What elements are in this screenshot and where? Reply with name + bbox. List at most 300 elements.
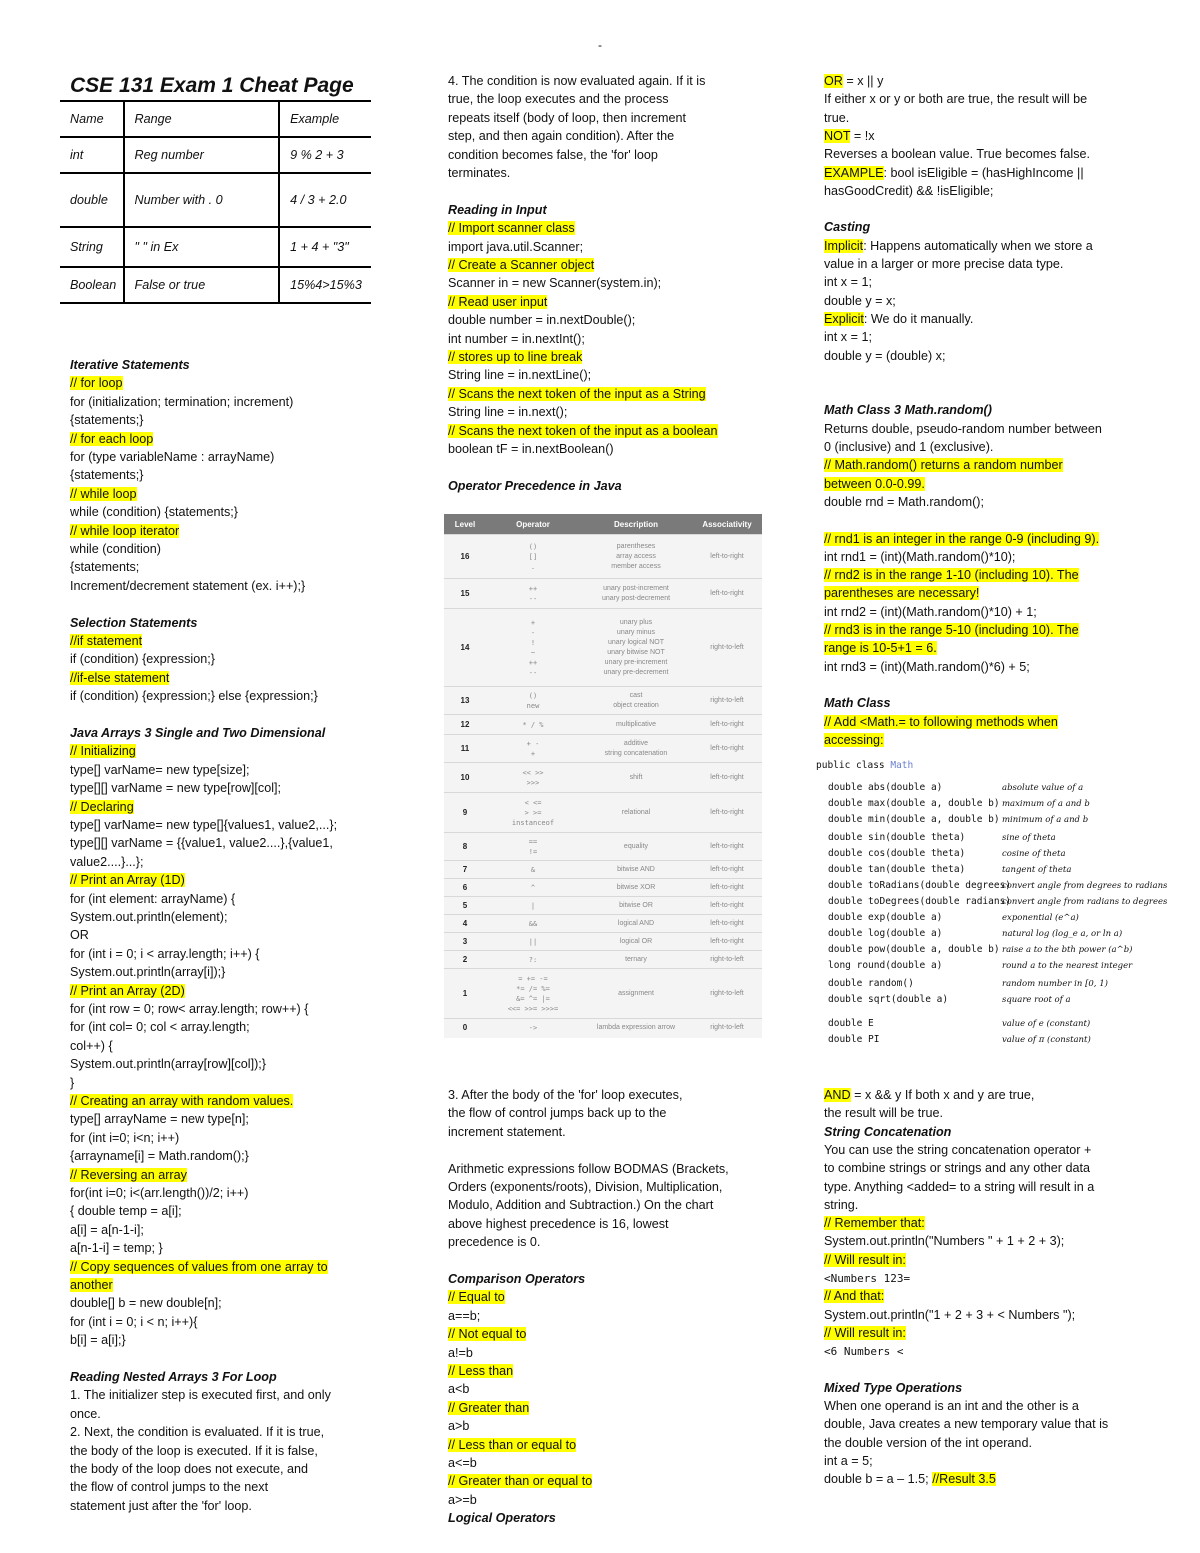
prec-level: 0 (444, 1019, 486, 1037)
line (824, 164, 1084, 182)
text-line: If either x or y or both are true, the result will be (824, 92, 1088, 107)
line (824, 603, 1037, 621)
line (448, 219, 575, 237)
text-line: String line = in.nextLine(); (448, 368, 592, 383)
line (824, 255, 1063, 273)
line (70, 908, 227, 926)
prec-operator-symbol: () (528, 542, 538, 551)
prec-level: 6 (444, 879, 486, 897)
text-line: When one operand is an int and the other is a (824, 1399, 1079, 1414)
text-line: hasGoodCredit) && !isEligible; (824, 183, 994, 198)
highlighted-comment: // Initializing (70, 744, 136, 759)
types-cell: " " in Ex (124, 227, 280, 267)
line (70, 687, 318, 705)
prec-description (580, 861, 692, 879)
types-cell: int (60, 137, 124, 173)
text-line: a[i] = a[n-1-i]; (70, 1222, 144, 1237)
output-text: <6 Numbers < (824, 1345, 904, 1359)
line (448, 1104, 666, 1122)
math-method-signature: double log(double a) (828, 928, 943, 939)
line (448, 164, 510, 182)
prec-operator (486, 579, 580, 609)
line (70, 393, 293, 411)
text-line: a!=b (448, 1345, 473, 1360)
text-line: step, and then again condition). After the (448, 129, 675, 144)
prec-operator-symbol: &= ^= |= (516, 994, 550, 1003)
prec-description-text: assignment (618, 989, 654, 997)
line (70, 816, 337, 834)
prec-row (444, 735, 762, 763)
prec-associativity: right-to-left (692, 609, 762, 687)
line (824, 182, 993, 200)
prec-row (444, 915, 762, 933)
prec-operator (486, 735, 580, 763)
line (70, 485, 137, 503)
text-line: repeats itself (body of loop, then increment (448, 110, 687, 125)
types-cell: 1 + 4 + "3" (279, 227, 371, 267)
text-line: once. (70, 1406, 101, 1421)
prec-description-text: equality (623, 842, 649, 850)
highlighted-comment: // And that: (824, 1289, 885, 1304)
text-line: : We do it manually. (863, 311, 974, 326)
text-line: {statements;} (70, 413, 144, 428)
math-method-signature: double sqrt(double a) (828, 994, 949, 1005)
line (448, 330, 585, 348)
prec-operator-symbol: ++ (528, 584, 538, 593)
line (70, 1478, 268, 1496)
math-method-description: convert angle from radians to degrees (1002, 897, 1168, 907)
prec-level: 4 (444, 915, 486, 933)
section-heading: Math Class 3 Math.random() (824, 403, 992, 418)
text-line: Modulo, Addition and Subtraction.) On the chart (448, 1198, 714, 1213)
operator-precedence-table-image (444, 514, 762, 1038)
line (70, 1258, 328, 1276)
line (70, 926, 89, 944)
highlighted-comment: // Creating an array with random values. (70, 1094, 294, 1108)
line (448, 201, 547, 219)
line (70, 1239, 163, 1257)
prec-operator (486, 879, 580, 897)
line (70, 779, 281, 797)
prec-description (580, 1019, 692, 1037)
line (70, 853, 144, 871)
line (70, 1276, 113, 1294)
line (70, 1129, 179, 1147)
line (70, 963, 225, 981)
line (824, 456, 1063, 474)
text-line: System.out.println(element); (70, 910, 228, 924)
line (448, 477, 622, 495)
highlighted-comment: another (70, 1278, 113, 1292)
prec-operator-symbol: & (530, 865, 536, 874)
prec-operator-symbol: () (528, 691, 538, 700)
text-line: the flow of control jumps to the next (70, 1480, 269, 1495)
line (70, 614, 197, 632)
prec-description-text: member access (611, 562, 661, 570)
line (824, 420, 1102, 438)
line (70, 1202, 182, 1220)
text-line: 3. After the body of the 'for' loop executes, (448, 1088, 683, 1102)
math-method-description: exponential (e^a) (1002, 913, 1079, 923)
text-line: Scanner in = new Scanner(system.in); (448, 276, 662, 291)
highlighted-comment: //Result 3.5 (932, 1472, 996, 1487)
prec-operator (486, 915, 580, 933)
text-line: for (type variableName : arrayName) (70, 450, 275, 464)
text-line: a<=b (448, 1456, 477, 1470)
prec-description-text: cast (629, 691, 643, 699)
line (448, 146, 658, 164)
prec-description-text: unary minus (616, 628, 656, 636)
highlighted-comment: // Print an Array (2D) (70, 983, 185, 998)
highlighted-comment: // for loop (70, 376, 123, 391)
math-method-description: cosine of theta (1002, 849, 1066, 859)
prec-operator-symbol: ^ (530, 883, 536, 892)
text-line: to combine strings or strings and any other data (824, 1161, 1091, 1176)
prec-description (580, 715, 692, 735)
line (70, 798, 134, 816)
prec-row (444, 933, 762, 951)
math-method-signature: double sin(double theta) (828, 832, 966, 843)
line (824, 658, 1030, 676)
line (824, 530, 1099, 548)
prec-operator-symbol: ?: (528, 955, 538, 964)
line (448, 1417, 469, 1435)
prec-operator-symbol: > >= (524, 808, 542, 817)
prec-header-operator: Operator (486, 514, 580, 535)
prec-row (444, 687, 762, 715)
prec-level: 12 (444, 715, 486, 735)
prec-description (580, 897, 692, 915)
prec-operator-symbol: == (528, 837, 538, 846)
line (824, 713, 1058, 731)
prec-operator-symbol: -- (528, 594, 538, 603)
section-heading: Mixed Type Operations (824, 1380, 963, 1395)
line (70, 1166, 187, 1184)
line (824, 347, 945, 365)
section-heading: String Concatenation (824, 1124, 952, 1139)
math-method-description: minimum of a and b (1002, 815, 1089, 825)
highlighted-comment: // stores up to line break (448, 350, 583, 364)
line (448, 1325, 526, 1343)
prec-row (444, 579, 762, 609)
line (824, 1214, 925, 1232)
text-line: while (condition) (70, 542, 161, 556)
line (70, 1018, 250, 1036)
line (824, 218, 870, 236)
prec-operator-symbol: -> (528, 1023, 538, 1032)
highlighted-comment: // rnd2 is in the range 1-10 (including 10). The (824, 568, 1079, 583)
text-line: type[] varName= new type[]{values1, value2,...}; (70, 818, 338, 832)
prec-description-text: unary pre-decrement (603, 668, 669, 676)
math-method-signature: long round(double a) (828, 960, 943, 971)
line (448, 366, 591, 384)
highlighted-comment: accessing: (824, 732, 884, 747)
text-line: System.out.println(array[row][col]);} (70, 1057, 266, 1072)
math-method-description: maximum of a and b (1002, 799, 1090, 809)
line (824, 639, 937, 657)
math-method-signature: double max(double a, double b) (828, 798, 1000, 809)
math-method-description: square root of a (1002, 995, 1071, 1005)
line (824, 1123, 951, 1141)
prec-row (444, 833, 762, 861)
line (448, 1196, 713, 1214)
prec-operator-symbol: new (526, 701, 540, 710)
text-line: 1. The initializer step is executed first, and only (70, 1388, 331, 1403)
line (448, 1380, 469, 1398)
line (448, 109, 686, 127)
text-line: = x && y If both x and y are true, (850, 1088, 1035, 1102)
text-line: import java.util.Scanner; (448, 239, 584, 254)
text-line: : Happens automatically when we store a (863, 238, 1093, 253)
prec-description-text: unary plus (619, 618, 653, 626)
line (448, 1288, 505, 1306)
prec-row (444, 535, 762, 579)
text-line: boolean tF = in.nextBoolean() (448, 442, 614, 456)
prec-row (444, 897, 762, 915)
prec-level: 10 (444, 763, 486, 793)
prec-description-text: relational (621, 808, 651, 816)
line (824, 90, 1087, 108)
text-line: = !x (850, 128, 875, 143)
text-line: 0 (inclusive) and 1 (exclusive). (824, 440, 994, 454)
line (70, 1313, 197, 1331)
prec-associativity: left-to-right (692, 763, 762, 793)
text-line: a[n-1-i] = temp; } (70, 1241, 163, 1256)
prec-operator (486, 951, 580, 969)
prec-associativity: left-to-right (692, 833, 762, 861)
line (70, 430, 153, 448)
text-line: String line = in.next(); (448, 405, 568, 420)
section-heading: Operator Precedence in Java (448, 478, 622, 493)
math-method-description: convert angle from degrees to radians (1002, 881, 1168, 891)
prec-description (580, 879, 692, 897)
line (70, 1368, 277, 1386)
text-line: int x = 1; (824, 330, 872, 345)
line (824, 1141, 1091, 1159)
line (70, 1294, 222, 1312)
text-line: type[][] varName = new type[row][col]; (70, 781, 282, 796)
prec-description-text: bitwise XOR (616, 883, 656, 891)
text-line: above highest precedence is 16, lowest (448, 1216, 669, 1231)
highlighted-comment: // Math.random() returns a random number (824, 458, 1063, 473)
prec-description-text: logical AND (617, 919, 655, 927)
text-line: for (int col= 0; col < array.length; (70, 1020, 250, 1035)
line (70, 1405, 101, 1423)
prec-row (444, 861, 762, 879)
line (824, 1397, 1079, 1415)
prec-description (580, 687, 692, 715)
text-line: while (condition) {statements;} (70, 505, 239, 520)
text-line: } (70, 1075, 75, 1090)
text-line: for (int i = 0; i < n; i++){ (70, 1314, 198, 1329)
text-line: condition becomes false, the 'for' loop (448, 147, 658, 162)
prec-level: 14 (444, 609, 486, 687)
math-method-signature: double E (828, 1018, 874, 1029)
line (70, 1074, 74, 1092)
line (824, 1342, 903, 1361)
line (448, 440, 614, 458)
highlighted-comment: // Less than (448, 1364, 514, 1378)
text-line: the body of the loop is executed. If it is false, (70, 1443, 318, 1458)
line (824, 566, 1079, 584)
line (448, 1344, 473, 1362)
prec-description (580, 951, 692, 969)
text-line: : bool isEligible = (hasHighIncome || (883, 165, 1084, 180)
line (824, 145, 1090, 163)
math-method-description: natural log (log_e a, or ln a) (1002, 929, 1123, 939)
math-method-description: value of e (constant) (1002, 1019, 1091, 1029)
math-method-signature: double tan(double theta) (828, 864, 966, 875)
text-line: int number = in.nextInt(); (448, 331, 585, 346)
section-heading: Java Arrays 3 Single and Two Dimensional (70, 726, 326, 740)
prec-operator (486, 1019, 580, 1037)
types-cell: Boolean (60, 267, 124, 303)
prec-operator (486, 897, 580, 915)
prec-header-level: Level (444, 514, 486, 535)
text-line: Orders (exponents/roots), Division, Multiplication, (448, 1180, 723, 1194)
text-line: terminates. (448, 166, 511, 180)
prec-description (580, 535, 692, 579)
prec-operator-symbol: - (530, 628, 536, 637)
prec-description (580, 579, 692, 609)
text-line: {statements;} (70, 468, 144, 483)
math-method-description: tangent of theta (1002, 865, 1072, 875)
text-line: b[i] = a[i];} (70, 1333, 126, 1348)
section-heading: Reading in Input (448, 202, 547, 217)
text-line: Increment/decrement statement (ex. i++);} (70, 578, 306, 593)
line (70, 1386, 331, 1404)
line (448, 385, 706, 403)
text-line: int x = 1; (824, 275, 872, 290)
text-line: int rnd3 = (int)(Math.random()*6) + 5; (824, 659, 1030, 674)
math-method-signature: double toRadians(double degrees) (828, 880, 1012, 891)
line (448, 1436, 576, 1454)
prec-associativity: left-to-right (692, 897, 762, 915)
prec-description-text: string concatenation (604, 749, 668, 757)
highlighted-comment: NOT (824, 128, 851, 143)
highlighted-comment: // while loop iterator (70, 523, 180, 538)
line (70, 1423, 324, 1441)
text-line: for (initialization; termination; increment) (70, 394, 294, 409)
prec-operator-symbol: >>> (526, 778, 540, 787)
prec-row (444, 1019, 762, 1037)
line (824, 438, 993, 456)
prec-operator-symbol: | (530, 901, 536, 910)
line (70, 1000, 308, 1018)
line (70, 577, 305, 595)
section-heading: Casting (824, 220, 871, 235)
section-heading: Selection Statements (70, 615, 198, 630)
text-line: for(int i=0; i<(arr.length())/2; i++) (70, 1186, 249, 1200)
line (70, 558, 139, 576)
line (448, 1233, 540, 1251)
highlighted-comment: // Not equal to (448, 1327, 527, 1342)
highlighted-comment: // Equal to (448, 1290, 505, 1305)
line (448, 1362, 513, 1380)
prec-operator-symbol: ~ (530, 648, 536, 657)
prec-associativity: left-to-right (692, 879, 762, 897)
line (70, 411, 144, 429)
page-mark: - (598, 38, 602, 52)
line (70, 1331, 126, 1349)
prec-description-text: multiplicative (615, 720, 657, 728)
prec-description-text: ternary (625, 955, 647, 963)
prec-associativity: right-to-left (692, 951, 762, 969)
types-cell: double (60, 173, 124, 227)
line (824, 310, 973, 328)
prec-operator (486, 969, 580, 1019)
line (824, 1178, 1094, 1196)
text-line: double[] b = new double[n]; (70, 1296, 222, 1311)
highlighted-comment: // for each loop (70, 431, 154, 446)
text-line: the result will be true. (824, 1106, 943, 1121)
prec-description (580, 735, 692, 763)
line (70, 742, 136, 760)
text-line: a>b (448, 1419, 470, 1434)
types-cell: 9 % 2 + 3 (279, 137, 371, 173)
highlighted-comment: // rnd1 is an integer in the range 0-9 (including 9). (824, 531, 1100, 546)
prec-associativity: right-to-left (692, 969, 762, 1019)
line (448, 1454, 477, 1472)
math-method-signature: double toDegrees(double radians) (828, 896, 1012, 907)
types-cell: 4 / 3 + 2.0 (279, 173, 371, 227)
prec-operator-symbol: + (530, 618, 536, 627)
prec-level: 9 (444, 793, 486, 833)
line (448, 1178, 722, 1196)
text-line: 4. The condition is now evaluated again. If it is (448, 74, 706, 88)
text-line: true. (824, 110, 850, 125)
line (824, 731, 884, 749)
line (448, 1307, 480, 1325)
line (824, 1251, 906, 1269)
line (448, 403, 567, 421)
line (824, 273, 872, 291)
math-method-signature: double min(double a, double b) (828, 814, 1000, 825)
operator-precedence-table (444, 514, 762, 1037)
highlighted-comment: // while loop (70, 486, 137, 501)
prec-header-associativity: Associativity (692, 514, 762, 535)
math-class-name: Math (890, 760, 914, 771)
line (824, 72, 883, 90)
math-method-signature: double random() (828, 978, 914, 989)
text-line: System.out.println(array[i]);} (70, 965, 226, 980)
highlighted-comment: // Will result in: (824, 1325, 906, 1340)
text-line: the body of the loop does not execute, and (70, 1462, 309, 1476)
prec-operator (486, 833, 580, 861)
line (824, 1232, 1064, 1250)
prec-associativity: left-to-right (692, 579, 762, 609)
highlighted-comment: //if statement (70, 634, 143, 648)
line (824, 1415, 1108, 1433)
line (448, 1086, 682, 1104)
line (70, 834, 333, 852)
line (824, 1086, 1034, 1104)
prec-row (444, 609, 762, 687)
highlighted-comment: // Import scanner class (448, 221, 575, 236)
text-line: true, the loop executes and the process (448, 92, 669, 107)
line (70, 650, 215, 668)
text-line: the flow of control jumps back up to the (448, 1106, 667, 1121)
text-line: for (int i=0; i<n; i++) (70, 1130, 180, 1145)
line (824, 1470, 996, 1488)
line (70, 356, 190, 374)
highlighted-comment: EXAMPLE (824, 165, 884, 180)
types-table (60, 100, 371, 304)
types-cell: Reg number (124, 137, 280, 173)
text-line: System.out.println("1 + 2 + 3 + < Numbers "); (824, 1307, 1076, 1322)
line (824, 1324, 906, 1342)
output-text: <Numbers 123= (824, 1272, 911, 1285)
